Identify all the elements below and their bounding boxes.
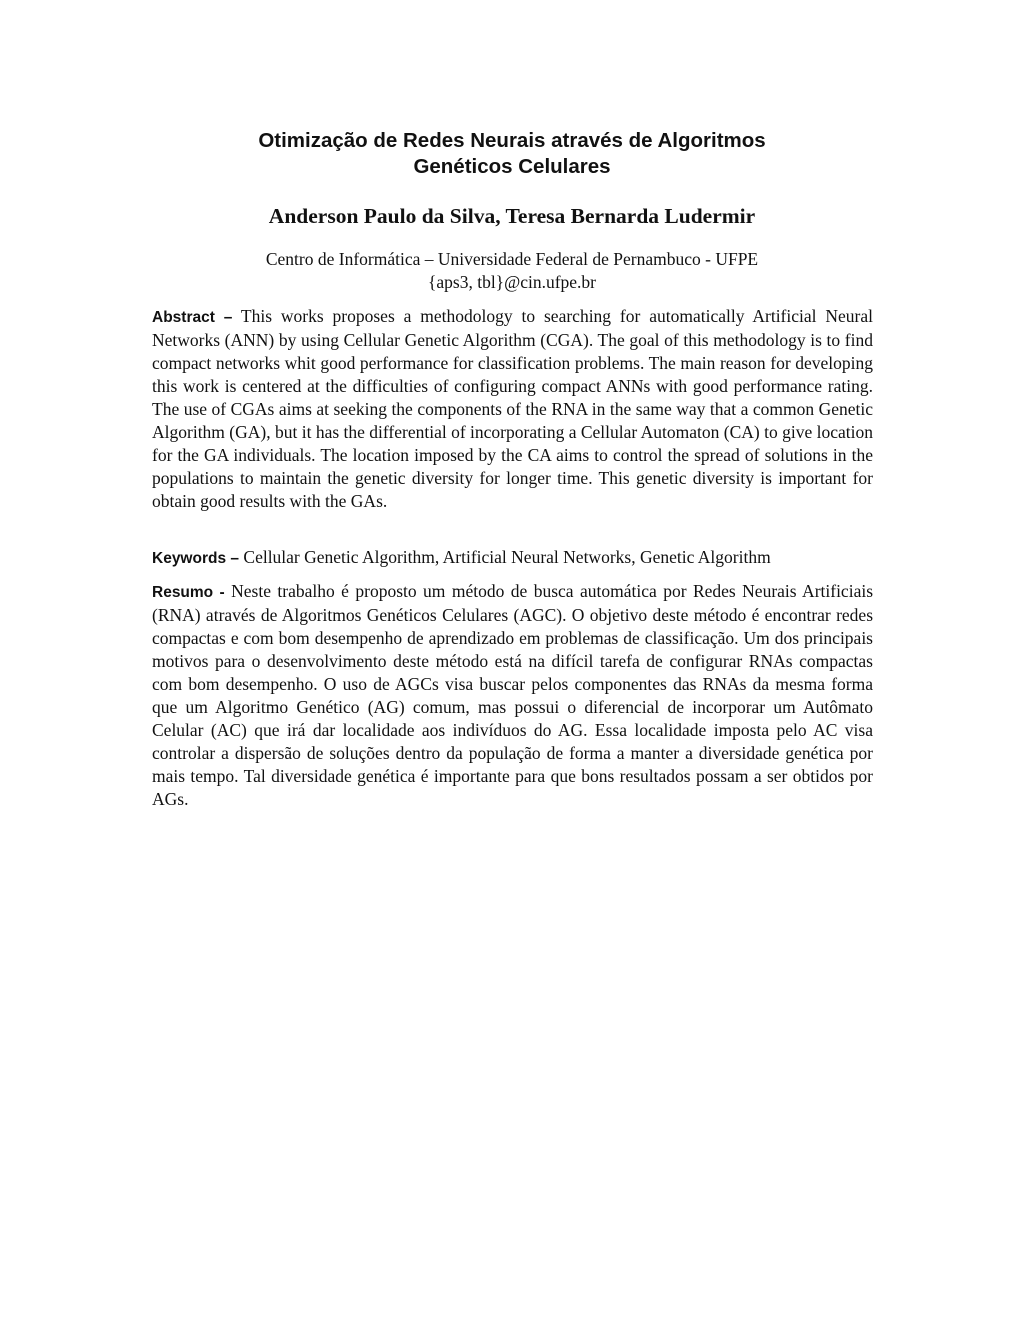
affiliation-block: [152, 248, 872, 294]
abstract-text: This works proposes a methodology to searching for automatically Artificial Neural Networks (ANN) by using Cellular Genetic Algorithm (CGA). The goal of this methodology is to find compact networks whit good performance for classification problems. The main reason for developing this work is centered at the difficulties of configuring compact ANNs with good performance rating. The use of CGAs aims at seeking the components of the RNA in the same way that a common Genetic Algorithm (GA), but it has the differential of incorporating a Cellular Automaton (CA) to give location for the GA individuals. The location imposed by the CA aims to control the spread of solutions in the populations to maintain the genetic diversity for longer time. This genetic diversity is important for obtain good results with the GAs.: [152, 306, 873, 511]
resumo-label: Resumo -: [152, 584, 225, 601]
keywords-label: Keywords –: [152, 550, 240, 567]
author-emails: {aps3, tbl}@cin.ufpe.br: [427, 272, 597, 292]
affiliation: Centro de Informática – Universidade Federal de Pernambuco - UFPE: [265, 249, 759, 269]
keywords-paragraph: [152, 546, 873, 570]
abstract-paragraph: [152, 305, 873, 513]
keywords-text: Cellular Genetic Algorithm, Artificial Neural Networks, Genetic Algorithm: [243, 547, 771, 567]
paper-title: [152, 128, 872, 180]
author-list: Anderson Paulo da Silva, Teresa Bernarda Ludermir: [268, 204, 756, 228]
resumo-text: Neste trabalho é proposto um método de busca automática por Redes Neurais Artificiais (RNA) através de Algoritmos Genéticos Celulares (AGC). O objetivo deste método é encontrar redes compactas e com bom desempenho de aprendizado em problemas de classificação. Um dos principais motivos para o desenvolvimento deste método está na difícil tarefa de configurar RNAs compactas com bom desempenho. O uso de AGCs visa buscar pelos componentes das RNAs da mesma forma que um Algoritmo Genético (AG) comum, mas possui o diferencial de incorporar um Autômato Celular (AC) que irá dar localidade aos indivíduos do AG. Essa localidade imposta pelo AC visa controlar a dispersão de soluções dentro da população de forma a manter a diversidade genética por mais tempo. Tal diversidade genética é importante para que bons resultados possam a ser obtidos por AGs.: [152, 581, 874, 809]
paper-title-line-1: Otimização de Redes Neurais através de Algoritmos: [258, 129, 766, 152]
resumo-paragraph: [152, 580, 873, 811]
abstract-label: Abstract –: [152, 309, 233, 326]
paper-title-line-2: Genéticos Celulares: [413, 155, 611, 178]
